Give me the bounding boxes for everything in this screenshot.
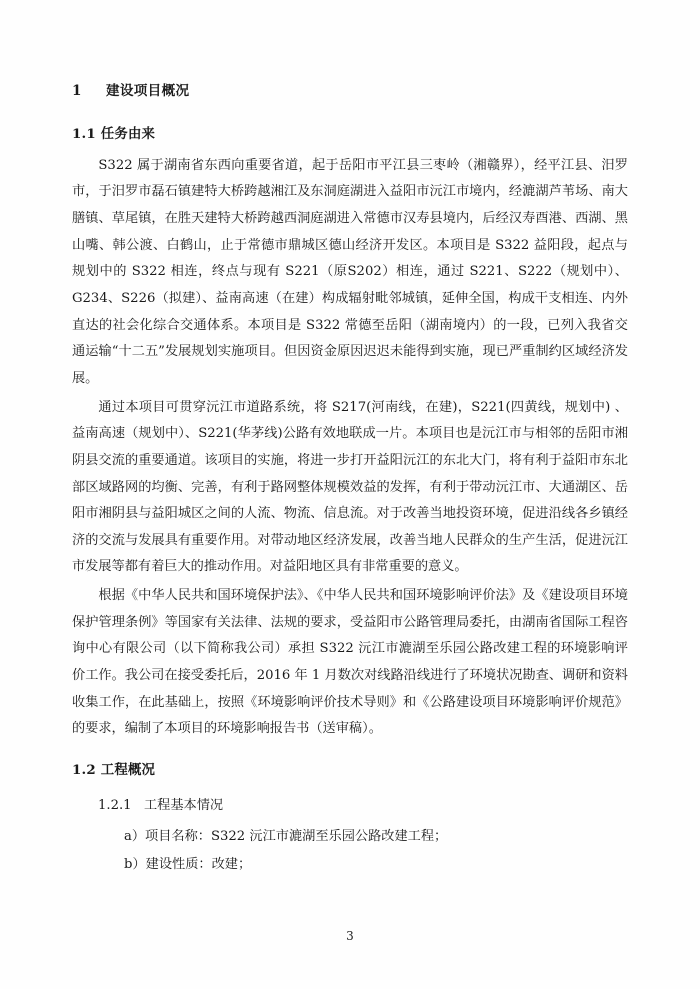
section-heading-number: 1 xyxy=(72,83,82,99)
item-list xyxy=(72,823,628,878)
section-heading xyxy=(72,78,628,105)
sub-sub-heading-title: 工程基本情况 xyxy=(144,798,224,814)
list-item: a）项目名称：S322 沅江市漉湖至乐园公路改建工程； xyxy=(124,828,448,844)
paragraph-1: S322 属于湖南省东西向重要省道，起于岳阳市平江县三枣岭（湘赣界），经平江县、汨罗市，于汨罗市磊石镇建特大桥跨越湘江及东洞庭湖进入益阳市沅江市境内，经漉湖芦苇场、南大膳镇、草尾镇，在胜天建特大桥跨越西洞庭湖进入常德市汉寿县境内，后经汉寿酉港、西湖、黑山嘴、韩公渡、白鹤山，止于常德市鼎城区德山经济开发区。本项目是 S322 益阳段，起点与规划中的 S322 相连，终点与现有 S221（原S202）相连，通过 S221、S222（规划中）、G234、S226（拟建）、益南高速（在建）构成辐射毗邻城镇，延伸全国，构成干支相连、内外直达的社会化综合交通体系。本项目是 S322 常德至岳阳（湖南境内）的一段，已列入我省交通运输“十二五”发展规划实施项目。但因资金原因迟迟未能得到实施，现已严重制约区域经济发展。 xyxy=(72,157,628,386)
sub-sub-heading xyxy=(72,793,628,819)
document-body xyxy=(72,78,628,878)
section-heading-title: 建设项目概况 xyxy=(106,83,190,99)
sub-heading-2: 1.2 工程概况 xyxy=(72,762,156,779)
paragraph-2: 通过本项目可贯穿沅江市道路系统，将 S217(河南线，在建)，S221(四黄线，规划中) 、益南高速（规划中）、S221(华茅线)公路有效地联成一片。本项目也是沅江市与相邻的岳阳市湘阴县交流的重要通道。该项目的实施，将进一步打开益阳沅江的东北大门，将有利于益阳市东北部区域路网的均衡、完善，有利于路网整体规模效益的发挥，有利于带动沅江市、大通湖区、岳阳市湘阴县与益阳城区之间的人流、物流、信息流。对于改善当地投资环境，促进沿线各乡镇经济的交流与发展具有重要作用。对带动地区经济发展，改善当地人民群众的生产生活，促进沅江市发展等都有着巨大的推动作用。对益阳地区具有非常重要的意义。 xyxy=(72,399,628,575)
sub-sub-heading-number: 1.2.1 xyxy=(98,798,132,814)
sub-heading-1: 1.1 任务由来 xyxy=(72,125,156,142)
page-number: 3 xyxy=(346,929,354,943)
list-item: b）建设性质：改建； xyxy=(124,856,252,872)
paragraph-3: 根据《中华人民共和国环境保护法》、《中华人民共和国环境影响评价法》及《建设项目环境保护管理条例》等国家有关法律、法规的要求，受益阳市公路管理局委托，由湖南省国际工程咨询中心有限公司（以下简称我公司）承担 S322 沅江市漉湖至乐园公路改建工程的环境影响评价工作。我公司在接受委托后，2016 年 1 月数次对线路沿线进行了环境状况勘查、调研和资料收集工作，在此基础上，按照《环境影响评价技术导则》和《公路建设项目环境影响评价规范》的要求，编制了本项目的环境影响报告书（送审稿）。 xyxy=(72,588,628,737)
